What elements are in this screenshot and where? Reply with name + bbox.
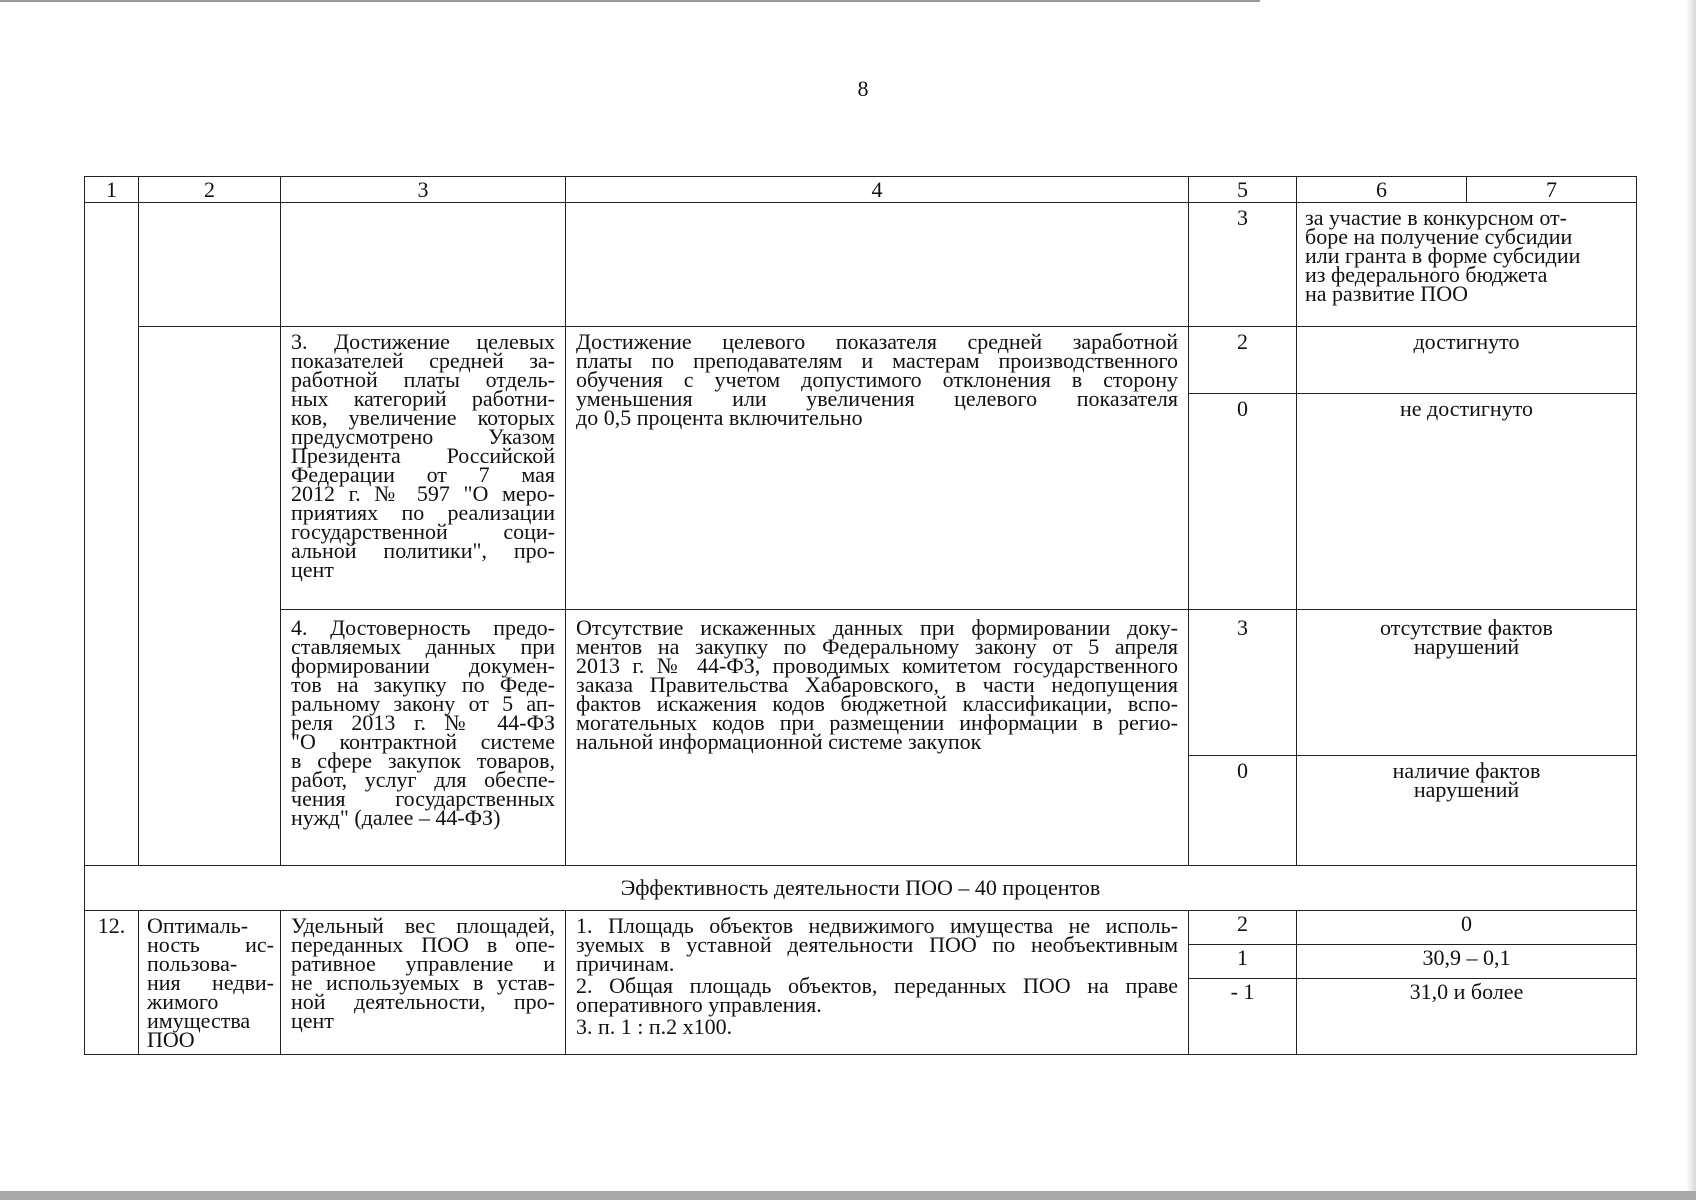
section-header: Эффективность деятельности ПОО – 40 процентов (85, 866, 1637, 911)
cell-indicator-empty (281, 203, 566, 327)
indicator-3-name-line: цент (291, 557, 334, 582)
indicator-4-name (281, 610, 566, 866)
indicator-4-criterion-0 (1297, 756, 1637, 866)
column-header-4: 4 (566, 177, 1189, 203)
indicator-4-description-line: фактов искажения кодов бюджетной классификации, вспо- (576, 691, 1178, 716)
row-12-indicator-line: переданных ПОО в опе- (291, 932, 555, 957)
cell-criterion-empty (139, 327, 281, 866)
continuation-score: 3 (1189, 203, 1297, 327)
page-number: 8 (857, 76, 869, 101)
indicator-4-criterion-line: наличие фактов (1392, 758, 1541, 783)
row-12-formula-item (576, 973, 1178, 1017)
indicator-3-name-line: показателей средней за- (291, 348, 555, 373)
indicator-4-name-line: чения государственных (291, 786, 555, 811)
indicator-4-description-line: нальной информационной системе закупок (576, 729, 982, 754)
continuation-line: боре на получение субсидии (1305, 224, 1573, 249)
indicator-4-description-line: заказа Правительства Хабаровского, в части недопущения (576, 672, 1178, 697)
row-12-criterion-line: ПОО (147, 1027, 195, 1052)
row-12-indicator-line: цент (291, 1008, 334, 1033)
row-12-formula-item (576, 913, 1178, 976)
row-12-formula-item (576, 1014, 1178, 1039)
row-12-criterion-line: ность ис- (147, 932, 274, 957)
column-header-6: 6 (1297, 177, 1467, 203)
indicator-4-name-line: реля 2013 г. № 44-ФЗ (291, 710, 555, 735)
indicator-4-name-line: тов на закупку по Феде- (291, 672, 555, 697)
row-12-indicator-line: не используемых в устав- (291, 970, 555, 995)
indicator-4-row-a (85, 610, 1637, 756)
indicator-3-name-line: Федерации от 7 мая (291, 462, 555, 487)
indicator-3-name (281, 327, 566, 610)
indicator-3-criterion-0: не достигнуто (1297, 394, 1637, 610)
column-header-row (85, 177, 1637, 203)
row-12-criterion-line: ния недви- (147, 970, 274, 995)
indicator-4-score-3: 3 (1189, 610, 1297, 756)
indicator-4-name-line: нужд" (далее – 44-ФЗ) (291, 805, 501, 830)
indicator-4-criterion-3 (1297, 610, 1637, 756)
indicator-3-name-line: Президента Российской (291, 443, 555, 468)
column-header-5: 5 (1189, 177, 1297, 203)
continuation-criterion (1297, 203, 1637, 327)
row-12-range-2: 0 (1297, 911, 1637, 945)
column-header-3: 3 (281, 177, 566, 203)
indicator-4-description-line: ментов на закупку по Федеральному закону от 5 апреля (576, 634, 1178, 659)
continuation-line: на развитие ПОО (1305, 281, 1468, 306)
row-12-formula-line: 2. Общая площадь объектов, переданных ПОО на праве (576, 973, 1178, 998)
row-12-criterion-line: Оптималь- (147, 913, 249, 938)
cell-description-empty (566, 203, 1189, 327)
right-scan-shadow (1686, 0, 1696, 1200)
row-12-score-2: 2 (1189, 911, 1297, 945)
row-12-a (85, 911, 1637, 945)
indicator-4-name-line: в сфере закупок товаров, (291, 748, 555, 773)
row-12-formula-line: причинам. (576, 951, 675, 976)
column-header-7: 7 (1467, 177, 1637, 203)
row-12-criterion-line: пользова- (147, 951, 238, 976)
indicator-3-description-line: обучения с учетом допустимого отклонения в сторону (576, 367, 1178, 392)
continuation-row (85, 203, 1637, 327)
row-12-range-minus-1: 31,0 и более (1297, 979, 1637, 1055)
indicator-4-description-line: могательных кодов при размещении информации в регио- (576, 710, 1178, 735)
row-12-formula (566, 911, 1189, 1055)
section-header-row (85, 866, 1637, 911)
indicator-4-name-line: формировании докумен- (291, 653, 555, 678)
indicator-4-score-0: 0 (1189, 756, 1297, 866)
row-12-formula-line: оперативного управления. (576, 992, 822, 1017)
indicator-4-name-line: "О контрактной системе (291, 729, 555, 754)
continuation-line: за участие в конкурсном от- (1305, 205, 1568, 230)
indicator-3-name-line: государственной соци- (291, 519, 555, 544)
continuation-line: из федерального бюджета (1305, 262, 1548, 287)
indicator-3-description-line: Достижение целевого показателя средней заработной (576, 329, 1178, 354)
indicator-4-name-line: ральному закону от 5 ап- (291, 691, 555, 716)
row-12-criterion-line: имущества (147, 1008, 251, 1033)
indicator-3-description-line: платы по преподавателям и мастерам производственного (576, 348, 1178, 373)
indicator-4-description-line: 2013 г. № 44-ФЗ, проводимых комитетом государственного (576, 653, 1178, 678)
indicator-3-name-line: предусмотрено Указом (291, 424, 555, 449)
row-12-indicator-line: ративное управление и (291, 951, 555, 976)
row-12-range-1: 30,9 – 0,1 (1297, 945, 1637, 979)
column-header-1: 1 (85, 177, 139, 203)
indicator-3-description (566, 327, 1189, 610)
column-header-2: 2 (139, 177, 281, 203)
indicator-3-name-line: альной политики", про- (291, 538, 555, 563)
row-12-criterion (139, 911, 281, 1055)
indicator-3-description-line: до 0,5 процента включительно (576, 405, 863, 430)
indicator-3-score-1: 2 (1189, 327, 1297, 394)
indicator-3-name-line: ков, увеличение которых (291, 405, 555, 430)
indicator-3-row-a (85, 327, 1637, 394)
indicator-4-name-line: ставляемых данных при (291, 634, 555, 659)
row-12-score-minus-1: - 1 (1189, 979, 1297, 1055)
top-scan-rule (0, 0, 1260, 2)
row-12-number: 12. (85, 911, 139, 1055)
cell-number-empty (85, 203, 139, 866)
indicator-3-name-line: приятиях по реализации (291, 500, 555, 525)
bottom-scan-band (0, 1191, 1696, 1200)
continuation-line: или гранта в форме субсидии (1305, 243, 1581, 268)
indicator-4-name-line: работ, услуг для обеспе- (291, 767, 555, 792)
indicator-4-description (566, 610, 1189, 866)
indicator-4-criterion-line: нарушений (1413, 777, 1520, 802)
indicator-3-score-0: 0 (1189, 394, 1297, 610)
indicator-4-criterion-line: нарушений (1413, 634, 1520, 659)
indicator-4-criterion-line: отсутствие фактов (1380, 615, 1553, 640)
indicator-3-name-line: 3. Достижение целевых (291, 329, 555, 354)
cell-criterion-empty (139, 203, 281, 327)
row-12-formula-line: зуемых в уставной деятельности ПОО по необъективным (576, 932, 1178, 957)
indicator-3-name-line: ных категорий работни- (291, 386, 555, 411)
row-12-indicator-line: ной деятельности, про- (291, 989, 555, 1014)
indicator-3-description-line: уменьшения или увеличения целевого показателя (576, 386, 1178, 411)
row-12-formula-line: 1. Площадь объектов недвижимого имущества не исполь- (576, 913, 1178, 938)
indicator-4-name-line: 4. Достоверность предо- (291, 615, 555, 640)
indicator-3-name-line: 2012 г. № 597 "О меро- (291, 481, 555, 506)
row-12-indicator-line: Удельный вес площадей, (291, 913, 555, 938)
row-12-indicator (281, 911, 566, 1055)
indicator-4-description-line: Отсутствие искаженных данных при формировании доку- (576, 615, 1178, 640)
row-12-score-1: 1 (1189, 945, 1297, 979)
row-12-formula-line: 3. п. 1 : п.2 х100. (576, 1014, 733, 1039)
criteria-table (84, 176, 1637, 1055)
row-12-criterion-line: жимого (147, 989, 219, 1014)
indicator-3-criterion-1: достигнуто (1297, 327, 1637, 394)
indicator-3-name-line: работной платы отдель- (291, 367, 555, 392)
